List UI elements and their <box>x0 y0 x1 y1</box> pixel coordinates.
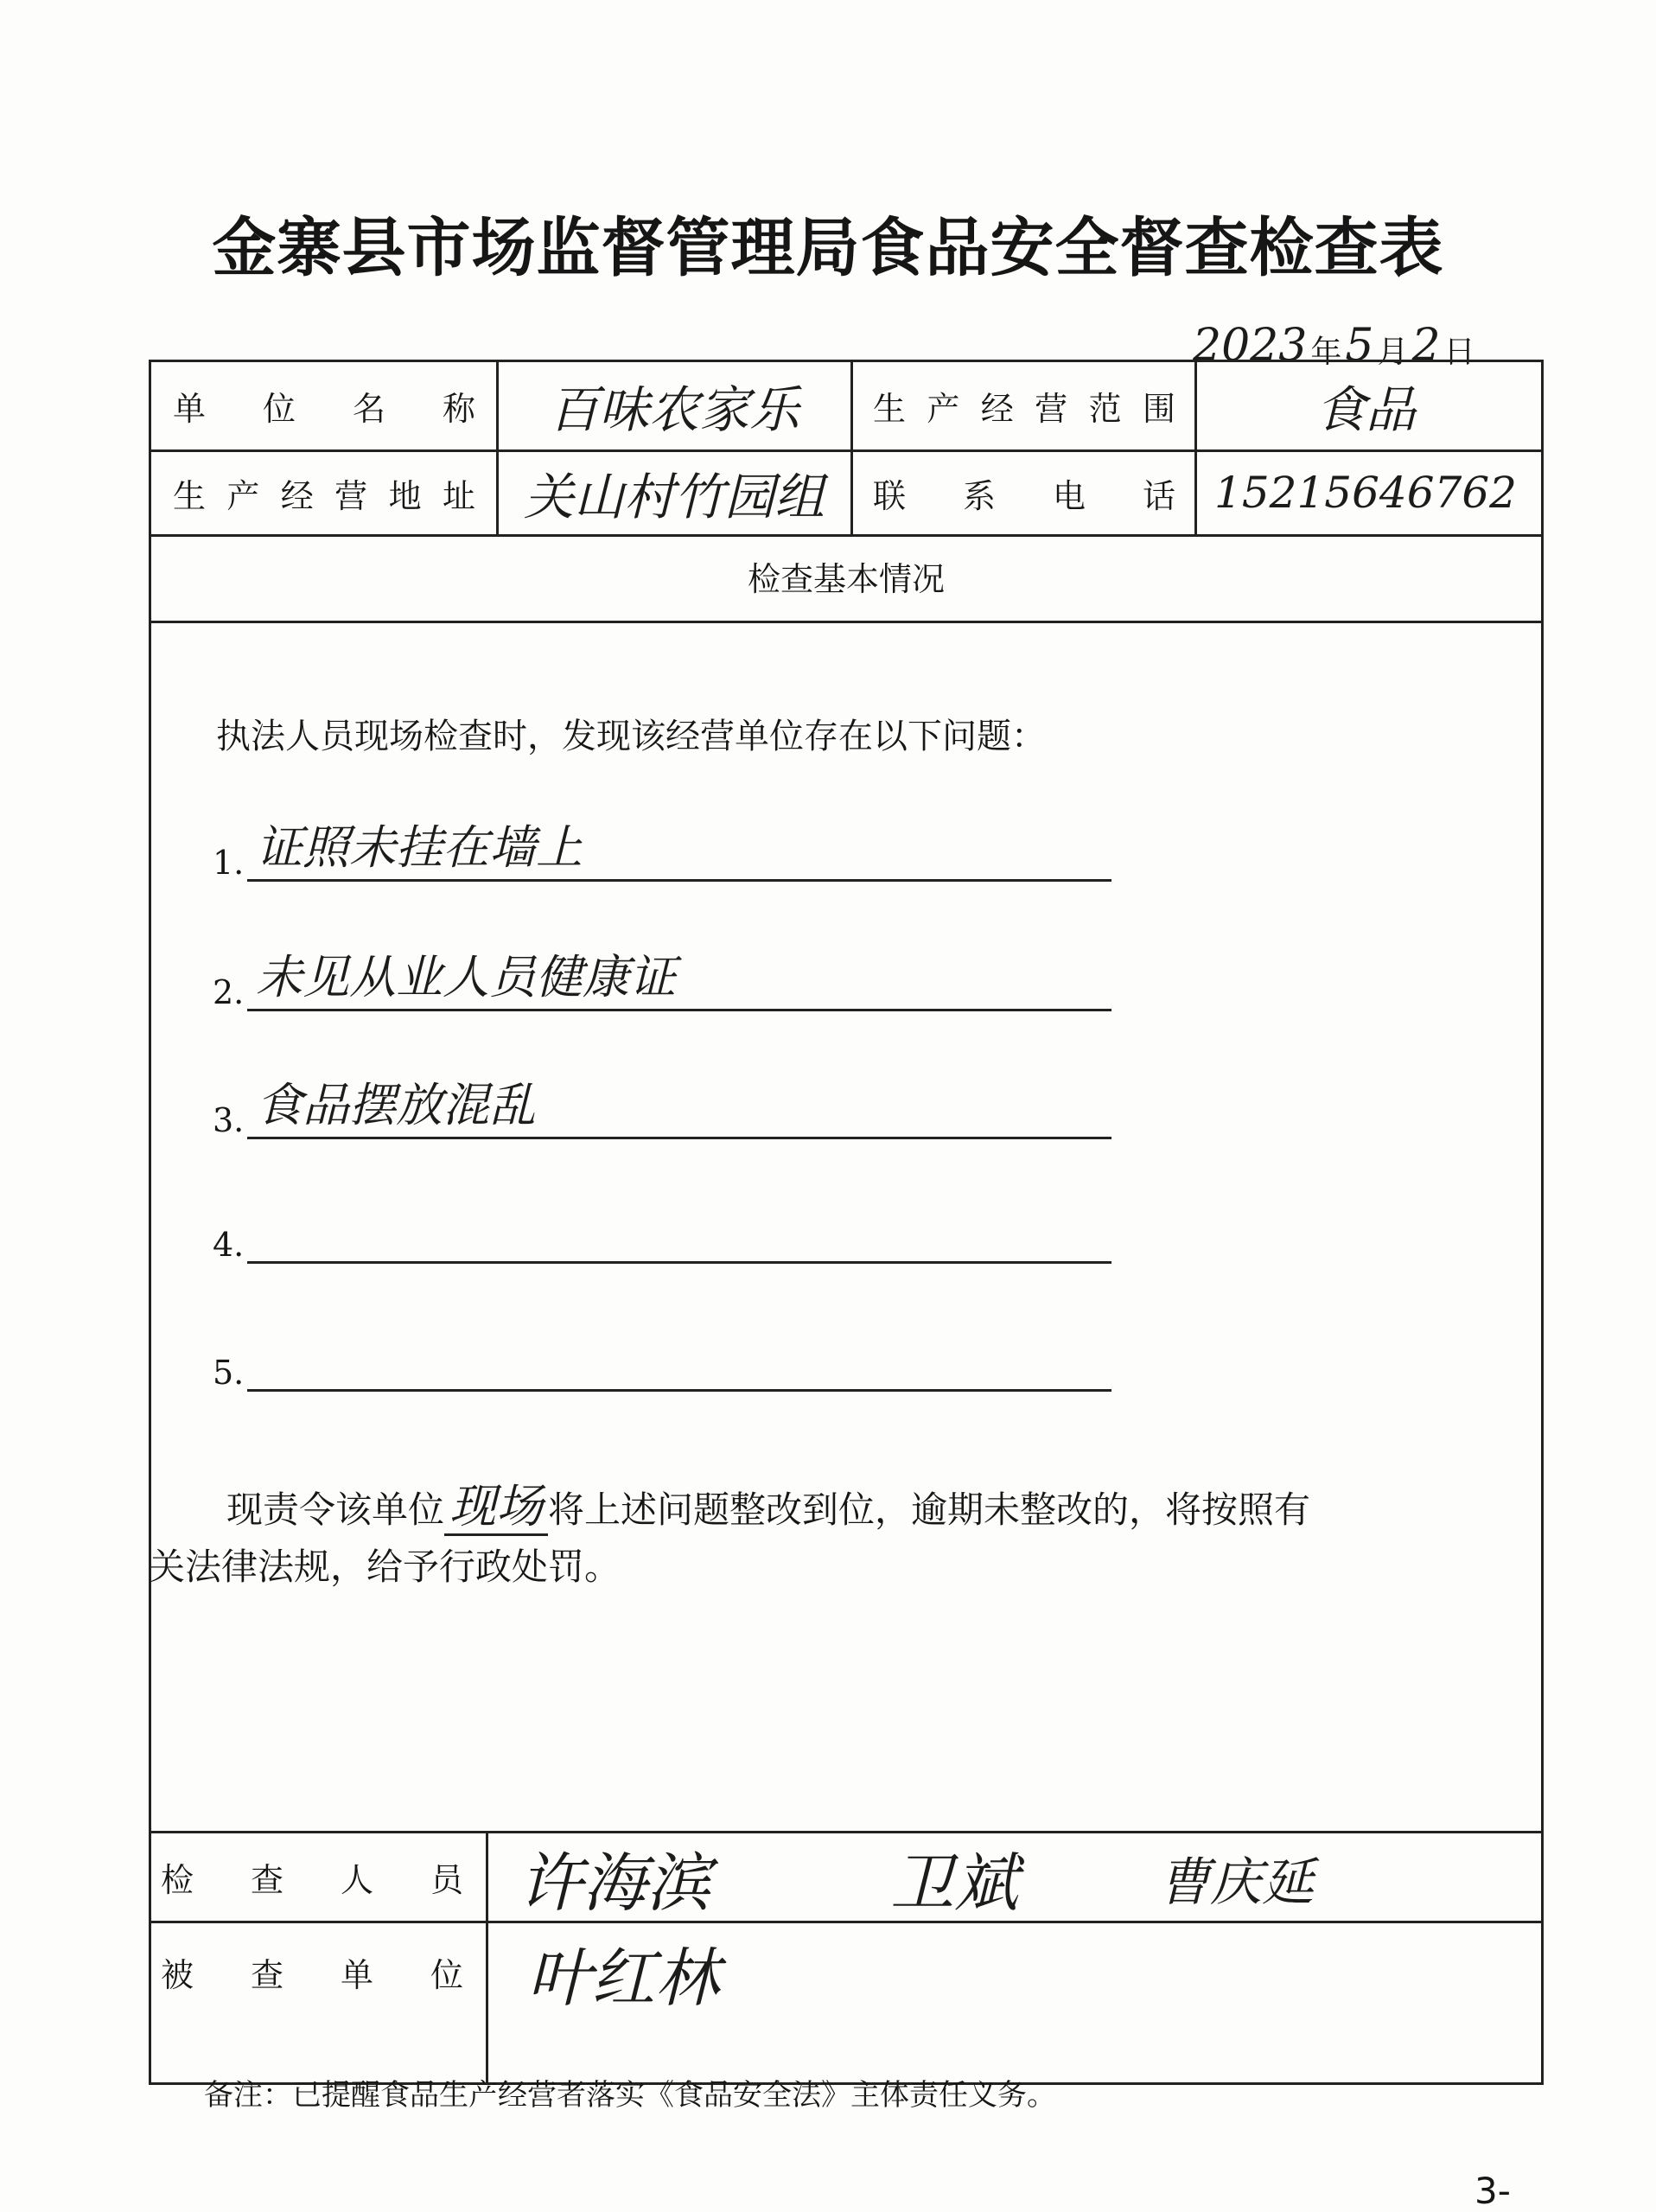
row-divider <box>149 534 1544 537</box>
inspected-unit-signature: 叶红林 <box>527 1941 719 2016</box>
inspectors-label <box>161 1834 463 1919</box>
label-char: 营 <box>334 476 368 515</box>
label-char: 产 <box>226 476 260 515</box>
col-divider <box>850 360 853 534</box>
issue-text: 证照未挂在墙上 <box>256 820 583 875</box>
business-address-value: 关山村竹园组 <box>523 468 825 526</box>
label-char: 经 <box>280 476 314 515</box>
label-char: 电 <box>1052 476 1086 515</box>
col-divider <box>496 360 499 534</box>
rectification-order <box>226 1469 1310 1536</box>
label-char: 围 <box>1142 389 1175 428</box>
label-char: 地 <box>388 476 422 515</box>
label-char: 查 <box>250 1956 283 1994</box>
document-title: 金寨县市场监督管理局食品安全督查检查表 <box>212 211 1444 285</box>
inspector-signature: 卫斌 <box>890 1846 1018 1921</box>
label-char: 员 <box>430 1860 463 1899</box>
label-char: 称 <box>442 389 475 428</box>
business-scope-label <box>873 363 1175 448</box>
issue-line <box>247 819 1111 882</box>
issue-item <box>213 813 1111 882</box>
label-char: 联 <box>873 476 907 515</box>
unit-name-value: 百味农家乐 <box>548 380 799 439</box>
label-char: 生 <box>873 389 907 428</box>
inspector-signature: 许海滨 <box>519 1846 710 1921</box>
col-divider <box>1194 360 1197 534</box>
label-char: 位 <box>262 389 296 428</box>
issue-line <box>247 1329 1111 1392</box>
date-month: 5 <box>1345 320 1374 372</box>
inspector-signature: 曹庆延 <box>1158 1852 1314 1913</box>
unit-name-label <box>173 363 475 448</box>
date-day-label: 日 <box>1443 335 1475 370</box>
page-number: 3- <box>1474 2170 1511 2212</box>
issue-line <box>247 1076 1111 1139</box>
issue-item <box>213 942 1111 1011</box>
order-suffix: 将上述问题整改到位，逾期未整改的，将按照有 <box>548 1488 1311 1531</box>
intro-text: 执法人员现场检查时，发现该经营单位存在以下问题： <box>216 717 1046 756</box>
issue-number: 1. <box>213 844 245 882</box>
label-char: 被 <box>161 1956 194 1994</box>
label-char: 单 <box>173 389 207 428</box>
issue-line <box>247 948 1111 1011</box>
row-divider <box>149 621 1544 623</box>
label-char: 系 <box>962 476 996 515</box>
label-char: 营 <box>1035 389 1068 428</box>
order-deadline: 现场 <box>444 1479 548 1536</box>
issue-number: 4. <box>213 1226 245 1264</box>
col-divider <box>486 1831 488 2085</box>
contact-phone-value: 15215646762 <box>1214 468 1517 518</box>
label-char: 范 <box>1088 389 1122 428</box>
section-title: 检查基本情况 <box>747 560 945 598</box>
label-char: 位 <box>430 1956 463 1994</box>
label-char: 话 <box>1142 476 1175 515</box>
issue-text: 食品摆放混乱 <box>256 1078 536 1132</box>
label-char: 产 <box>927 389 960 428</box>
label-char: 经 <box>980 389 1014 428</box>
date-day: 2 <box>1411 320 1441 372</box>
date-year-label: 年 <box>1310 335 1342 370</box>
label-char: 查 <box>250 1860 283 1899</box>
issue-item <box>213 1323 1111 1392</box>
date-month-label: 月 <box>1377 335 1409 370</box>
label-char: 名 <box>352 389 385 428</box>
inspected-unit-label <box>161 1924 463 2083</box>
issue-item <box>213 1070 1111 1139</box>
issue-text: 未见从业人员健康证 <box>256 950 676 1004</box>
business-address-label <box>173 451 475 534</box>
issue-number: 2. <box>213 973 245 1011</box>
order-line-two: 关法律法规，给予行政处罚。 <box>149 1546 621 1588</box>
issue-item <box>213 1195 1111 1264</box>
issue-number: 5. <box>213 1354 245 1392</box>
row-divider <box>149 1921 1544 1923</box>
label-char: 检 <box>161 1860 194 1899</box>
label-char: 址 <box>442 476 475 515</box>
issue-number: 3. <box>213 1101 245 1139</box>
label-char: 单 <box>340 1956 373 1994</box>
business-scope-value: 食品 <box>1315 380 1416 439</box>
remark-note: 备注：已提醒食品生产经营者落实《食品安全法》主体责任义务。 <box>204 2078 1056 2113</box>
date-year: 2023 <box>1193 320 1308 372</box>
label-char: 人 <box>340 1860 373 1899</box>
label-char: 生 <box>173 476 207 515</box>
order-prefix: 现责令该单位 <box>226 1488 445 1531</box>
contact-phone-label <box>873 451 1175 534</box>
row-divider <box>149 1831 1544 1833</box>
issue-line <box>247 1201 1111 1264</box>
